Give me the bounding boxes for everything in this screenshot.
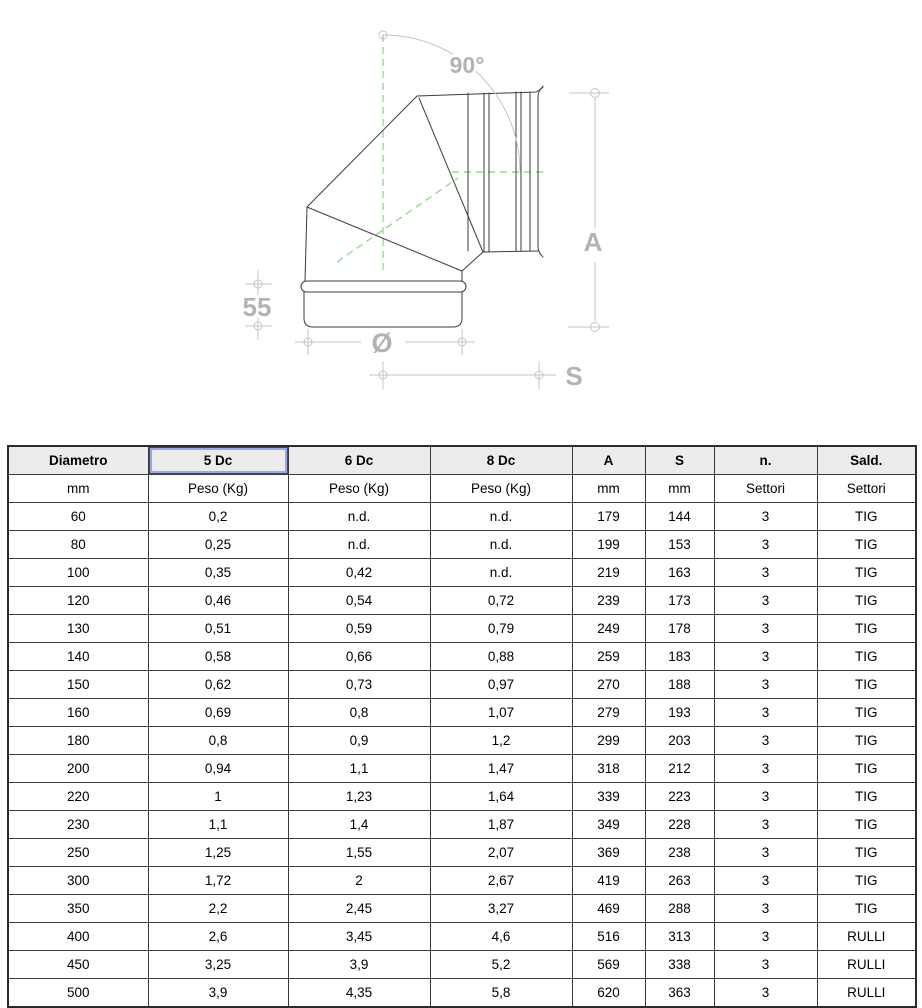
table-cell: 0,35 [148, 559, 288, 587]
table-cell: 250 [8, 839, 148, 867]
table-cell: 279 [572, 699, 645, 727]
dim-55-label: 55 [242, 292, 272, 322]
header-8dc[interactable]: 8 Dc [430, 446, 572, 475]
table-cell: 178 [645, 615, 714, 643]
table-cell: 450 [8, 951, 148, 979]
table-cell: 130 [8, 615, 148, 643]
table-cell: 179 [572, 503, 645, 531]
table-cell: 3,9 [148, 979, 288, 1008]
table-cell: 3,9 [288, 951, 430, 979]
table-cell: 3,45 [288, 923, 430, 951]
table-cell: 3 [714, 727, 817, 755]
table-cell: n.d. [288, 503, 430, 531]
table-cell: 0,2 [148, 503, 288, 531]
table-cell: 363 [645, 979, 714, 1008]
table-cell: TIG [817, 503, 916, 531]
table-cell: 1,47 [430, 755, 572, 783]
table-cell: 1,1 [148, 811, 288, 839]
table-cell: 419 [572, 867, 645, 895]
table-cell: 163 [645, 559, 714, 587]
table-cell: n.d. [430, 559, 572, 587]
table-cell: 0,59 [288, 615, 430, 643]
table-cell: 2,45 [288, 895, 430, 923]
table-cell: 3 [714, 643, 817, 671]
table-cell: 288 [645, 895, 714, 923]
table-cell: 1,1 [288, 755, 430, 783]
table-cell: 4,35 [288, 979, 430, 1008]
table-cell: 3 [714, 951, 817, 979]
segment-seam [307, 207, 462, 271]
table-cell: TIG [817, 531, 916, 559]
table-cell: 3 [714, 559, 817, 587]
table-cell: 469 [572, 895, 645, 923]
table-cell: 0,69 [148, 699, 288, 727]
table-cell: 338 [645, 951, 714, 979]
table-row [8, 643, 916, 671]
unit-cell: Settori [714, 475, 817, 503]
table-row [8, 895, 916, 923]
table-row [8, 811, 916, 839]
table-cell: 259 [572, 643, 645, 671]
table-cell: 100 [8, 559, 148, 587]
table-cell: 0,66 [288, 643, 430, 671]
table-cell: 0,94 [148, 755, 288, 783]
selected-header-cell-5dc[interactable]: 5 Dc [148, 446, 288, 475]
table-cell: 569 [572, 951, 645, 979]
table-cell: 3 [714, 895, 817, 923]
dim-diameter-label: Ø [371, 328, 393, 358]
table-cell: 3 [714, 979, 817, 1008]
table-cell: 1,72 [148, 867, 288, 895]
table-cell: 220 [8, 783, 148, 811]
table-cell: TIG [817, 783, 916, 811]
table-cell: 150 [8, 671, 148, 699]
table-cell: TIG [817, 811, 916, 839]
table-cell: TIG [817, 727, 916, 755]
table-cell: n.d. [430, 503, 572, 531]
table-cell: 350 [8, 895, 148, 923]
table-cell: 2,2 [148, 895, 288, 923]
table-cell: 200 [8, 755, 148, 783]
table-cell: TIG [817, 895, 916, 923]
table-cell: 339 [572, 783, 645, 811]
table-row [8, 951, 916, 979]
table-cell: RULLI [817, 951, 916, 979]
table-row [8, 587, 916, 615]
unit-cell: mm [645, 475, 714, 503]
table-cell: 203 [645, 727, 714, 755]
table-cell: 239 [572, 587, 645, 615]
table-row [8, 671, 916, 699]
unit-cell: Peso (Kg) [148, 475, 288, 503]
table-cell: 0,79 [430, 615, 572, 643]
outlet-bottom-edge [483, 251, 538, 252]
header-n[interactable]: n. [714, 446, 817, 475]
table-cell: 3 [714, 923, 817, 951]
table-cell: 3 [714, 699, 817, 727]
header-a[interactable]: A [572, 446, 645, 475]
table-cell: TIG [817, 755, 916, 783]
table-cell: 3 [714, 867, 817, 895]
table-cell: TIG [817, 559, 916, 587]
table-cell: 212 [645, 755, 714, 783]
table-cell: 1 [148, 783, 288, 811]
table-cell: 3 [714, 755, 817, 783]
table-cell: 230 [8, 811, 148, 839]
socket-body [304, 292, 462, 327]
table-cell: TIG [817, 643, 916, 671]
table-cell: 160 [8, 699, 148, 727]
table-cell: 313 [645, 923, 714, 951]
table-cell: 120 [8, 587, 148, 615]
table-cell: 1,25 [148, 839, 288, 867]
table-cell: 0,73 [288, 671, 430, 699]
table-row [8, 783, 916, 811]
table-cell: 2,07 [430, 839, 572, 867]
table-cell: 0,88 [430, 643, 572, 671]
dimension-lines [242, 31, 609, 389]
table-header-row [8, 446, 916, 475]
table-cell: 3 [714, 531, 817, 559]
table-cell: 1,87 [430, 811, 572, 839]
table-cell: 223 [645, 783, 714, 811]
header-6dc[interactable]: 6 Dc [288, 446, 430, 475]
table-cell: TIG [817, 671, 916, 699]
table-units-row [8, 475, 916, 503]
table-cell: 0,58 [148, 643, 288, 671]
table-cell: 1,64 [430, 783, 572, 811]
header-sald[interactable]: Sald. [817, 446, 916, 475]
table-cell: 5,8 [430, 979, 572, 1008]
table-cell: 183 [645, 643, 714, 671]
table-cell: 299 [572, 727, 645, 755]
table-cell: 0,72 [430, 587, 572, 615]
diagonal-centerline [337, 178, 458, 262]
table-cell: 2 [288, 867, 430, 895]
table-cell: 500 [8, 979, 148, 1008]
table-cell: 199 [572, 531, 645, 559]
table-cell: 400 [8, 923, 148, 951]
table-cell: 2,67 [430, 867, 572, 895]
table-cell: 140 [8, 643, 148, 671]
table-cell: 1,55 [288, 839, 430, 867]
table-cell: 270 [572, 671, 645, 699]
angle-label: 90° [449, 52, 485, 78]
dim-s-label: S [565, 361, 583, 391]
table-cell: TIG [817, 699, 916, 727]
table-cell: TIG [817, 615, 916, 643]
table-cell: 0,62 [148, 671, 288, 699]
header-s[interactable]: S [645, 446, 714, 475]
table-cell: 3,25 [148, 951, 288, 979]
table-cell: 1,23 [288, 783, 430, 811]
table-cell: 238 [645, 839, 714, 867]
unit-cell: Peso (Kg) [288, 475, 430, 503]
dim-a-label: A [583, 227, 603, 257]
table-cell: TIG [817, 867, 916, 895]
table-cell: 173 [645, 587, 714, 615]
table-cell: 0,97 [430, 671, 572, 699]
table-cell: 60 [8, 503, 148, 531]
table-cell: 516 [572, 923, 645, 951]
table-cell: 3 [714, 503, 817, 531]
table-cell: n.d. [288, 531, 430, 559]
table-row [8, 503, 916, 531]
table-cell: 3,27 [430, 895, 572, 923]
segment-seam [419, 98, 483, 252]
table-cell: 144 [645, 503, 714, 531]
unit-cell: Peso (Kg) [430, 475, 572, 503]
table-row [8, 559, 916, 587]
table-cell: 1,07 [430, 699, 572, 727]
table-row [8, 531, 916, 559]
spec-table [7, 445, 917, 1008]
table-cell: 0,25 [148, 531, 288, 559]
table-row [8, 755, 916, 783]
table-cell: 1,4 [288, 811, 430, 839]
table-cell: 0,42 [288, 559, 430, 587]
table-cell: TIG [817, 839, 916, 867]
table-cell: 4,6 [430, 923, 572, 951]
table-cell: 2,6 [148, 923, 288, 951]
table-cell: 3 [714, 615, 817, 643]
table-cell: 0,51 [148, 615, 288, 643]
elbow-diagram [230, 20, 622, 400]
table-row [8, 699, 916, 727]
unit-cell: mm [572, 475, 645, 503]
table-cell: 1,2 [430, 727, 572, 755]
table-cell: 180 [8, 727, 148, 755]
table-cell: 188 [645, 671, 714, 699]
table-cell: 3 [714, 839, 817, 867]
table-cell: TIG [817, 587, 916, 615]
table-row [8, 615, 916, 643]
table-cell: 0,46 [148, 587, 288, 615]
table-cell: 153 [645, 531, 714, 559]
table-cell: 3 [714, 587, 817, 615]
table-cell: 0,8 [148, 727, 288, 755]
table-cell: 3 [714, 811, 817, 839]
body-lower-right-edge [462, 252, 483, 271]
table-cell: 0,8 [288, 699, 430, 727]
table-row [8, 979, 916, 1008]
table-cell: 5,2 [430, 951, 572, 979]
table-cell: RULLI [817, 979, 916, 1008]
table-cell: RULLI [817, 923, 916, 951]
table-cell: 263 [645, 867, 714, 895]
table-cell: 228 [645, 811, 714, 839]
table-cell: 620 [572, 979, 645, 1008]
table-cell: 349 [572, 811, 645, 839]
table-cell: 300 [8, 867, 148, 895]
table-row [8, 727, 916, 755]
table-cell: 318 [572, 755, 645, 783]
table-cell: n.d. [430, 531, 572, 559]
unit-cell: Settori [817, 475, 916, 503]
table-cell: 0,54 [288, 587, 430, 615]
table-cell: 249 [572, 615, 645, 643]
table-cell: 3 [714, 671, 817, 699]
elbow-outline [301, 86, 543, 327]
table-cell: 369 [572, 839, 645, 867]
unit-cell: mm [8, 475, 148, 503]
table-row [8, 867, 916, 895]
table-cell: 3 [714, 783, 817, 811]
table-row [8, 923, 916, 951]
table-row [8, 839, 916, 867]
socket-bead [301, 281, 466, 292]
table-cell: 193 [645, 699, 714, 727]
table-cell: 219 [572, 559, 645, 587]
table-cell: 0,9 [288, 727, 430, 755]
table-cell: 80 [8, 531, 148, 559]
header-diametro[interactable]: Diametro [8, 446, 148, 475]
